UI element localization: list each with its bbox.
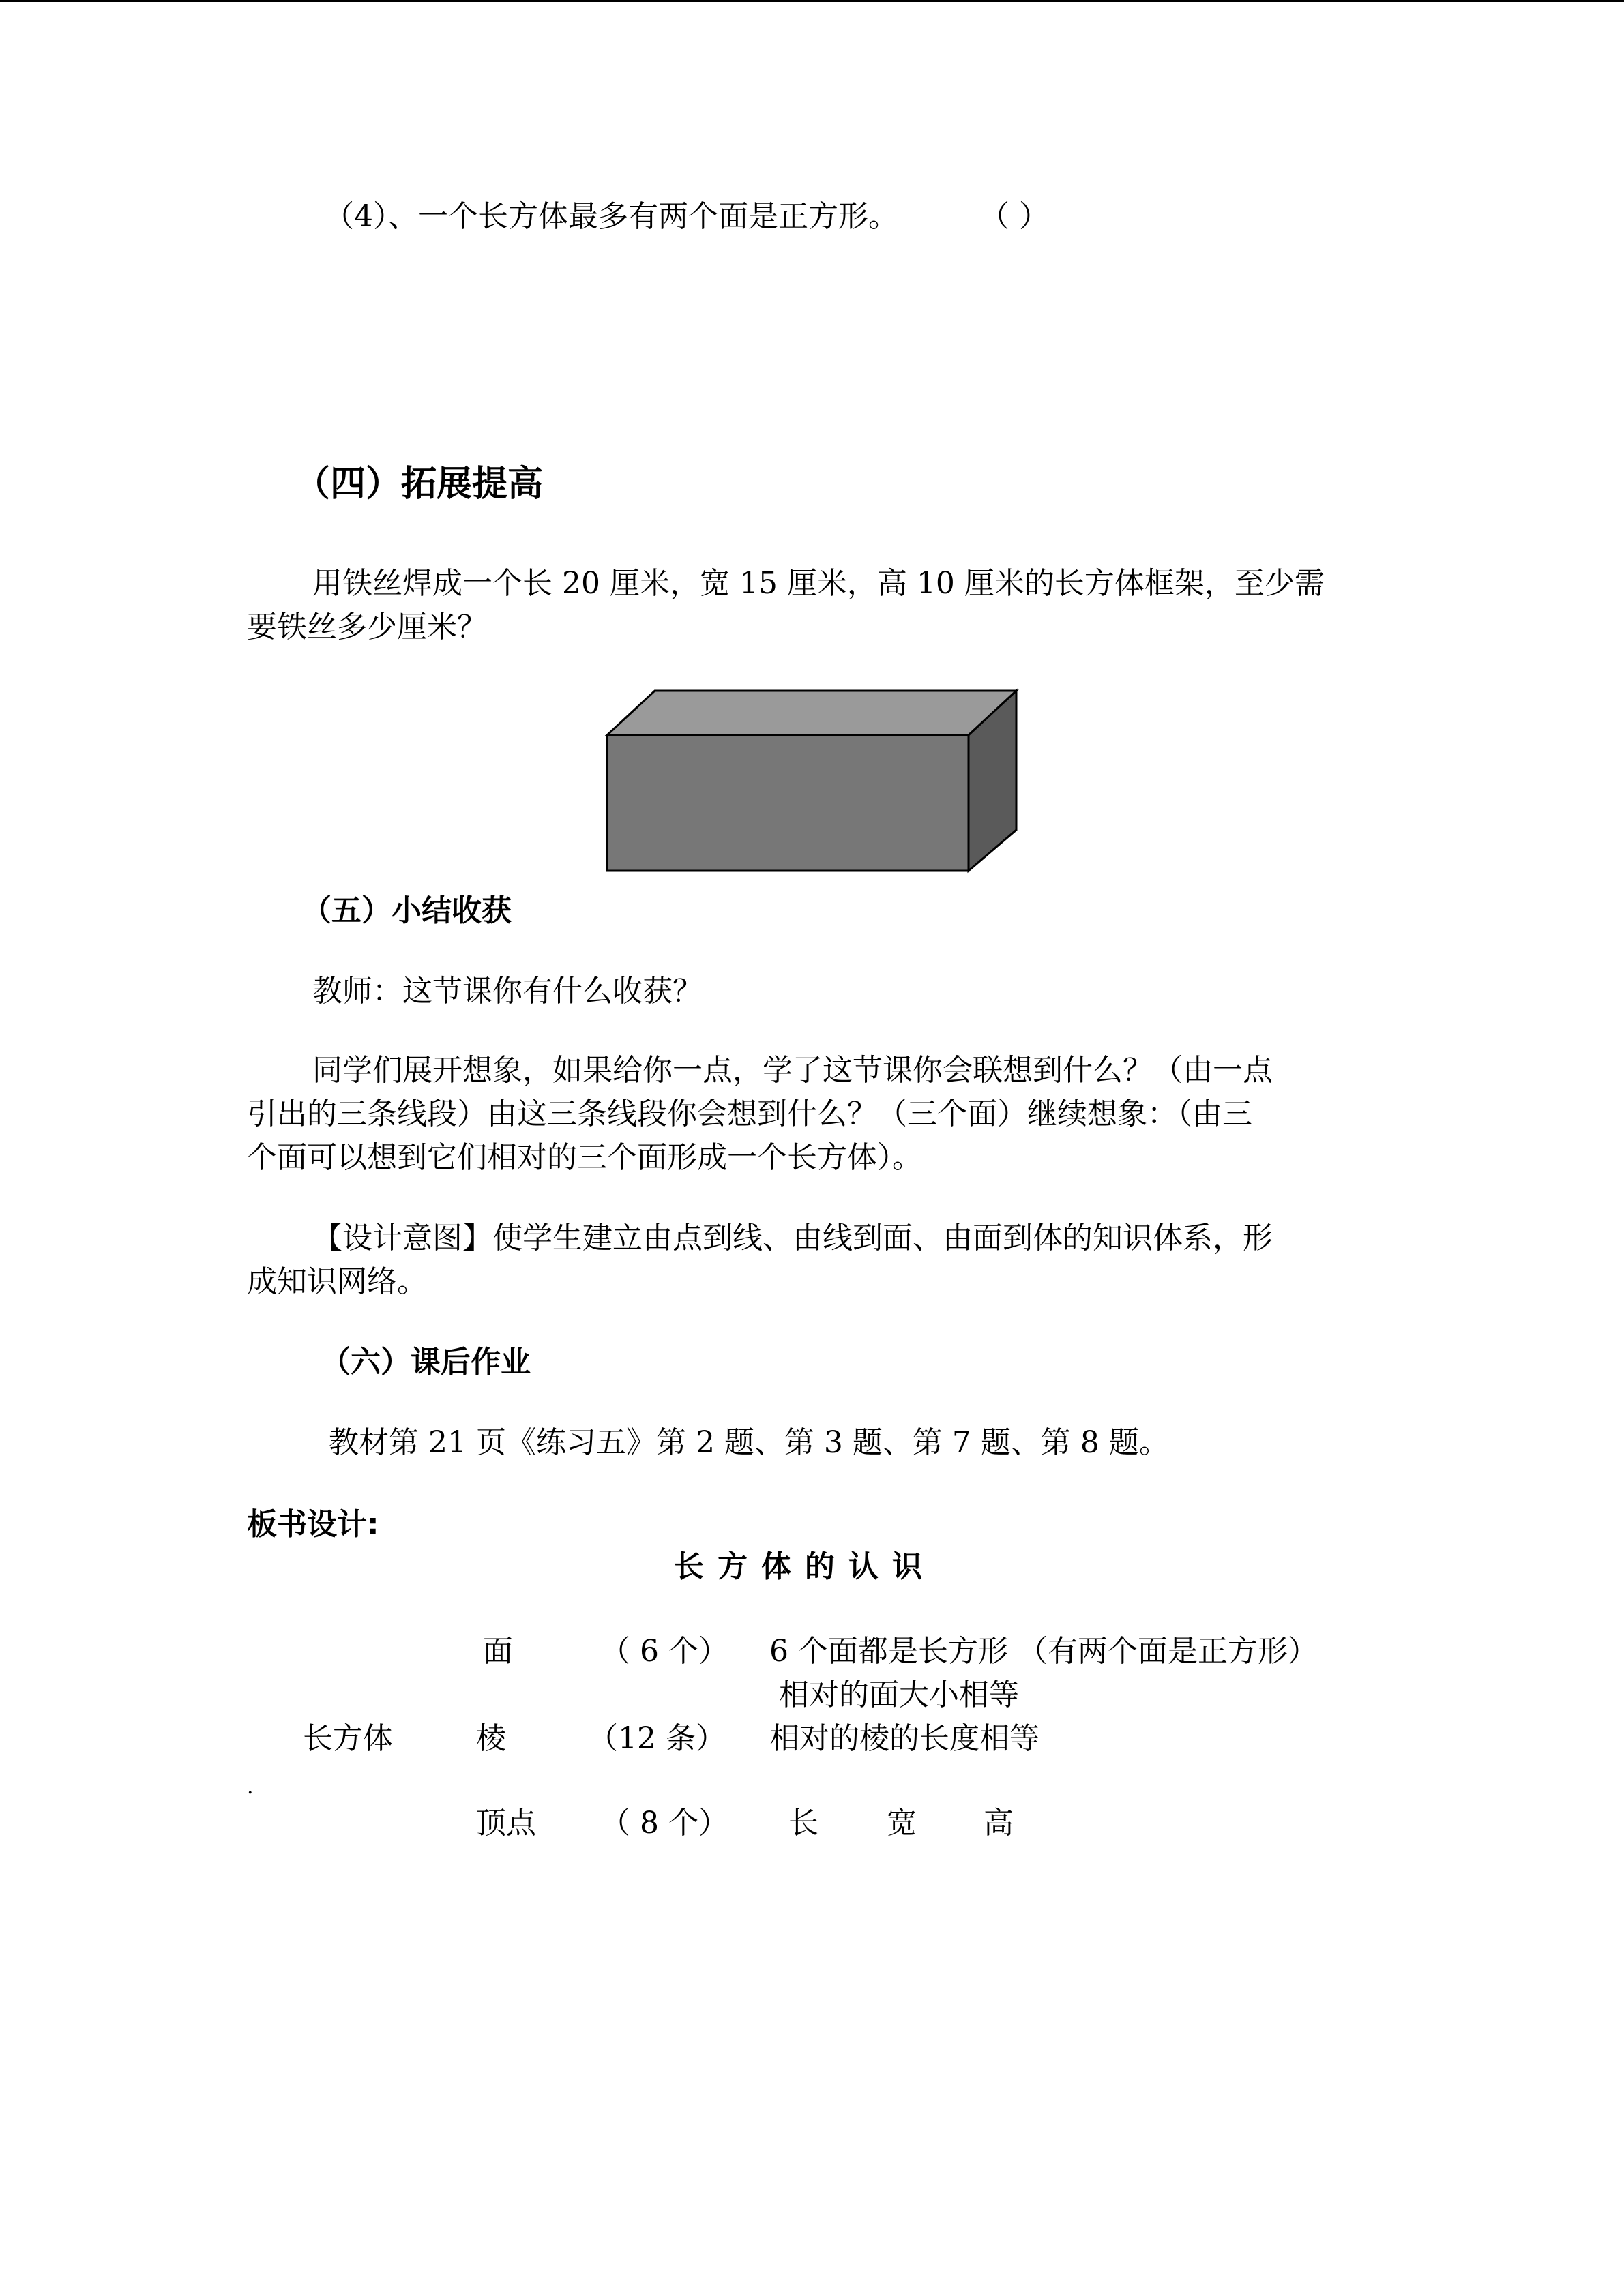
board-design-label: 板书设计: bbox=[247, 1507, 379, 1542]
dim-width: 宽 bbox=[887, 1806, 917, 1840]
face-desc-2: 相对的面大小相等 bbox=[779, 1678, 1019, 1712]
face-label: 面 bbox=[483, 1634, 513, 1669]
page-top-border bbox=[0, 0, 1624, 2]
paragraph-line-1: 同学们展开想象，如果给你一点，学了这节课你会联想到什么？（由一点 bbox=[312, 1053, 1273, 1088]
vertex-label: 顶点 bbox=[476, 1806, 536, 1840]
cuboid-front-face bbox=[607, 735, 969, 871]
face-desc-1: 6 个面都是长方形 （有两个面是正方形） bbox=[769, 1634, 1318, 1669]
dim-height: 高 bbox=[984, 1806, 1014, 1840]
edge-count: （12 条） bbox=[588, 1721, 726, 1756]
cuboid-top-face bbox=[607, 691, 1016, 735]
edge-label: 棱 bbox=[476, 1721, 506, 1756]
paragraph-line-3: 个面可以想到它们相对的三个面形成一个长方体）。 bbox=[247, 1140, 922, 1175]
dim-length: 长 bbox=[788, 1806, 818, 1840]
board-title: 长方体的认识 bbox=[674, 1549, 936, 1584]
section-heading-6: （六）课后作业 bbox=[321, 1345, 531, 1380]
homework-text: 教材第 21 页《练习五》第 2 题、第 3 题、第 7 题、第 8 题。 bbox=[329, 1425, 1169, 1460]
vertex-count: （ 8 个） bbox=[600, 1806, 728, 1840]
board-root-label: 长方体 bbox=[303, 1721, 393, 1756]
problem-text-line-2: 要铁丝多少厘米？ bbox=[247, 610, 487, 644]
problem-text-line-1: 用铁丝焊成一个长 20 厘米，宽 15 厘米，高 10 厘米的长方体框架，至少需 bbox=[312, 566, 1325, 601]
section-heading-4: （四）拓展提高 bbox=[295, 464, 544, 505]
design-intent-line-1: 【设计意图】使学生建立由点到线、由线到面、由面到体的知识体系，形 bbox=[312, 1221, 1273, 1255]
judgment-item-4: （4）、一个长方体最多有两个面是正方形。 bbox=[324, 199, 898, 234]
paragraph-line-2: 引出的三条线段）由这三条线段你会想到什么？（三个面）继续想象：（由三 bbox=[247, 1097, 1252, 1131]
design-intent-line-2: 成知识网络。 bbox=[247, 1264, 427, 1299]
answer-blank: （ ） bbox=[979, 199, 1049, 234]
teacher-question: 教师：这节课你有什么收获？ bbox=[312, 974, 703, 1009]
face-count: （ 6 个） bbox=[600, 1634, 728, 1669]
cuboid-icon bbox=[600, 685, 1023, 883]
section-heading-5: （五）小结收获 bbox=[301, 893, 512, 928]
stray-dot: . bbox=[247, 1775, 254, 1799]
edge-desc: 相对的棱的长度相等 bbox=[769, 1721, 1039, 1756]
